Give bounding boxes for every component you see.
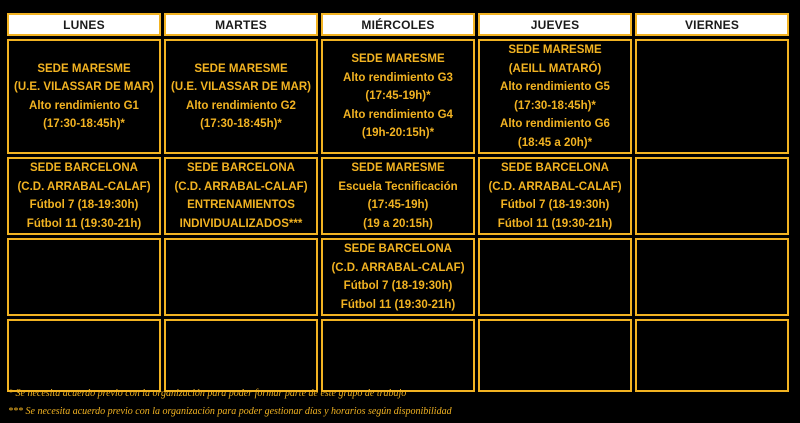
table-row <box>7 238 789 316</box>
cell-line: (U.E. VILASSAR DE MAR) <box>14 81 154 93</box>
footnote-single-asterisk: * Se necesita acuerdo previo con la organización para poder formar parte de este grupo de trabajo <box>8 388 407 399</box>
table-row <box>7 39 789 154</box>
cell-line: SEDE BARCELONA <box>501 162 609 174</box>
schedule-cell <box>321 238 475 316</box>
schedule-cell-empty <box>7 319 161 392</box>
cell-line: (18:45 a 20h)* <box>517 136 593 149</box>
cell-line: (17:45-19h) <box>367 199 429 211</box>
schedule-cell-empty <box>478 238 632 316</box>
cell-line: Alto rendimiento G2 <box>186 99 296 112</box>
cell-line: INDIVIDUALIZADOS*** <box>179 217 303 230</box>
schedule-cell-empty <box>478 319 632 392</box>
cell-line: Fútbol 7 (18-19:30h) <box>500 199 610 211</box>
schedule-cell <box>164 157 318 235</box>
cell-line: (C.D. ARRABAL-CALAF) <box>331 261 465 274</box>
cell-line: Fútbol 11 (19:30-21h) <box>26 217 142 230</box>
cell-line: Alto rendimiento G3 <box>343 71 453 84</box>
cell-line: ENTRENAMIENTOS <box>187 199 295 211</box>
cell-line: (C.D. ARRABAL-CALAF) <box>17 180 151 193</box>
cell-line: (C.D. ARRABAL-CALAF) <box>174 180 308 193</box>
cell-line: SEDE MARESME <box>351 53 445 66</box>
cell-line: Alto rendimiento G5 <box>500 81 610 93</box>
schedule-cell <box>321 157 475 235</box>
day-header-martes: MARTES <box>164 13 318 36</box>
cell-line: Fútbol 11 (19:30-21h) <box>340 298 456 311</box>
cell-line: SEDE BARCELONA <box>344 243 452 255</box>
schedule-cell-empty <box>7 238 161 316</box>
cell-line: (19h-20:15h)* <box>361 127 435 140</box>
cell-line: (AEILL MATARÓ) <box>508 62 602 75</box>
cell-line: Alto rendimiento G1 <box>29 99 139 112</box>
day-header-lunes: LUNES <box>7 13 161 36</box>
table-row <box>7 319 789 392</box>
schedule-cell-empty <box>164 238 318 316</box>
schedule-cell-empty <box>635 238 789 316</box>
schedule-cell-empty <box>635 157 789 235</box>
cell-line: Fútbol 11 (19:30-21h) <box>497 217 613 230</box>
cell-line: Escuela Tecnificación <box>338 180 458 193</box>
schedule-cell-empty <box>635 39 789 154</box>
day-header-viernes: VIERNES <box>635 13 789 36</box>
cell-line: SEDE BARCELONA <box>187 162 295 174</box>
cell-line: Fútbol 7 (18-19:30h) <box>29 199 139 211</box>
cell-line: Fútbol 7 (18-19:30h) <box>343 280 453 292</box>
day-header-miercoles: MIÉRCOLES <box>321 13 475 36</box>
schedule-cell <box>478 39 632 154</box>
schedule-cell-empty <box>321 319 475 392</box>
schedule-cell-empty <box>635 319 789 392</box>
schedule-cell <box>7 157 161 235</box>
cell-line: SEDE MARESME <box>37 62 131 75</box>
cell-line: SEDE BARCELONA <box>30 162 138 174</box>
cell-line: Alto rendimiento G4 <box>343 108 453 121</box>
cell-line: (C.D. ARRABAL-CALAF) <box>488 180 622 193</box>
cell-line: SEDE MARESME <box>351 162 445 174</box>
schedule-cell <box>7 39 161 154</box>
table-row <box>7 157 789 235</box>
cell-line: SEDE MARESME <box>508 44 602 56</box>
schedule-cell <box>321 39 475 154</box>
cell-line: (17:45-19h)* <box>365 90 431 103</box>
header-row <box>7 13 789 36</box>
schedule-cell <box>478 157 632 235</box>
cell-line: Alto rendimiento G6 <box>500 118 610 130</box>
cell-line: (17:30-18:45h)* <box>43 118 125 130</box>
cell-line: (19 a 20:15h) <box>363 217 433 230</box>
cell-line: (17:30-18:45h)* <box>514 99 596 112</box>
day-header-jueves: JUEVES <box>478 13 632 36</box>
cell-line: (U.E. VILASSAR DE MAR) <box>171 81 311 93</box>
schedule-table <box>4 10 792 395</box>
footnote-triple-asterisk: *** Se necesita acuerdo previo con la organización para poder gestionar días y horarios según disponibilidad <box>8 406 452 417</box>
cell-line: (17:30-18:45h)* <box>200 118 282 130</box>
schedule-cell <box>164 39 318 154</box>
schedule-cell-empty <box>164 319 318 392</box>
cell-line: SEDE MARESME <box>194 62 288 75</box>
